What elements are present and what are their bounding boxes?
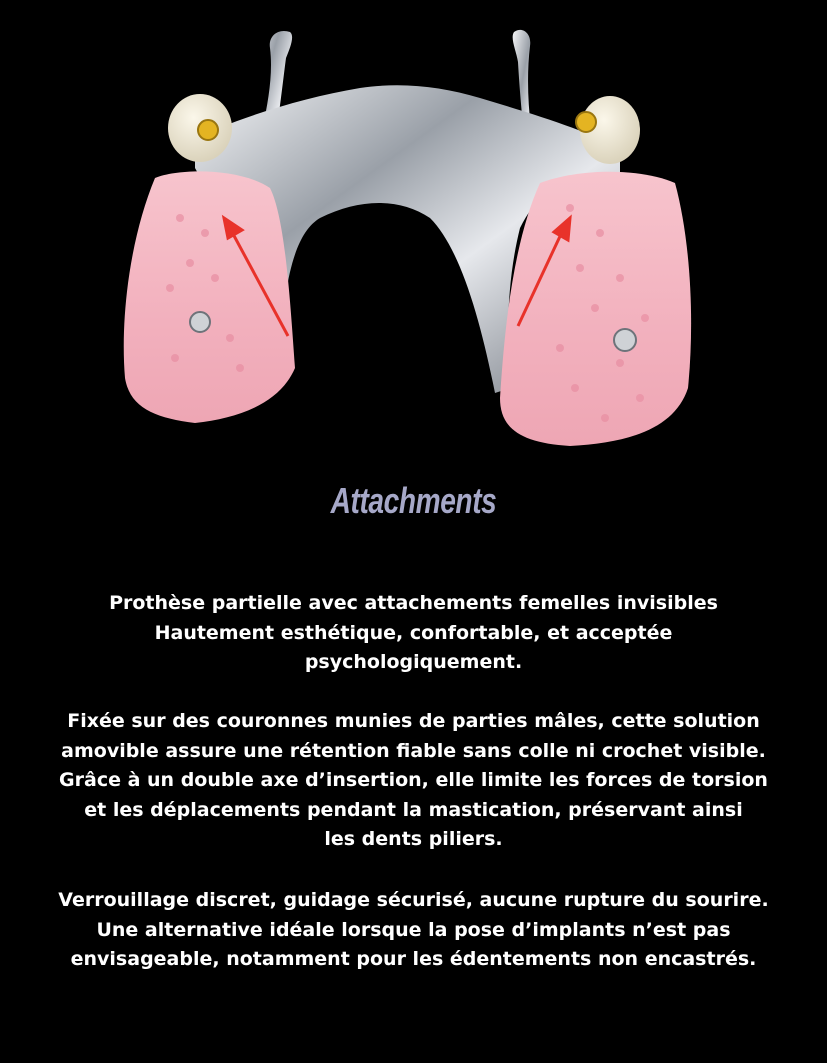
paragraph-intro [0, 589, 827, 678]
right-attachment [576, 112, 596, 132]
text-line: Prothèse partielle avec attachements femelles invisibles [109, 592, 718, 614]
text-line: Hautement esthétique, confortable, et acceptée [154, 621, 673, 644]
text-line: Grâce à un double axe d’insertion, elle limite les forces de torsion [59, 769, 768, 791]
text-line: amovible assure une rétention fiable sans colle ni crochet visible. [61, 739, 766, 762]
paragraph-conclusion [0, 886, 827, 975]
text-line: Une alternative idéale lorsque la pose d’implants n’est pas [96, 918, 731, 941]
left-attachment [198, 120, 218, 140]
right-screw [614, 329, 636, 351]
text-line: envisageable, notamment pour les édentements non encastrés. [70, 948, 757, 970]
text-line: et les déplacements pendant la mastication, préservant ainsi [84, 798, 743, 821]
page-title: Attachments [330, 480, 497, 521]
text-line: Verrouillage discret, guidage sécurisé, aucune rupture du sourire. [58, 889, 769, 911]
text-line: les dents piliers. [324, 828, 503, 850]
text-line: Fixée sur des couronnes munies de parties mâles, cette solution [67, 710, 760, 732]
left-screw [190, 312, 210, 332]
left-saddle [124, 171, 295, 423]
paragraph-details [0, 707, 827, 855]
text-line: psychologiquement. [304, 651, 523, 673]
denture-photo [100, 18, 727, 458]
